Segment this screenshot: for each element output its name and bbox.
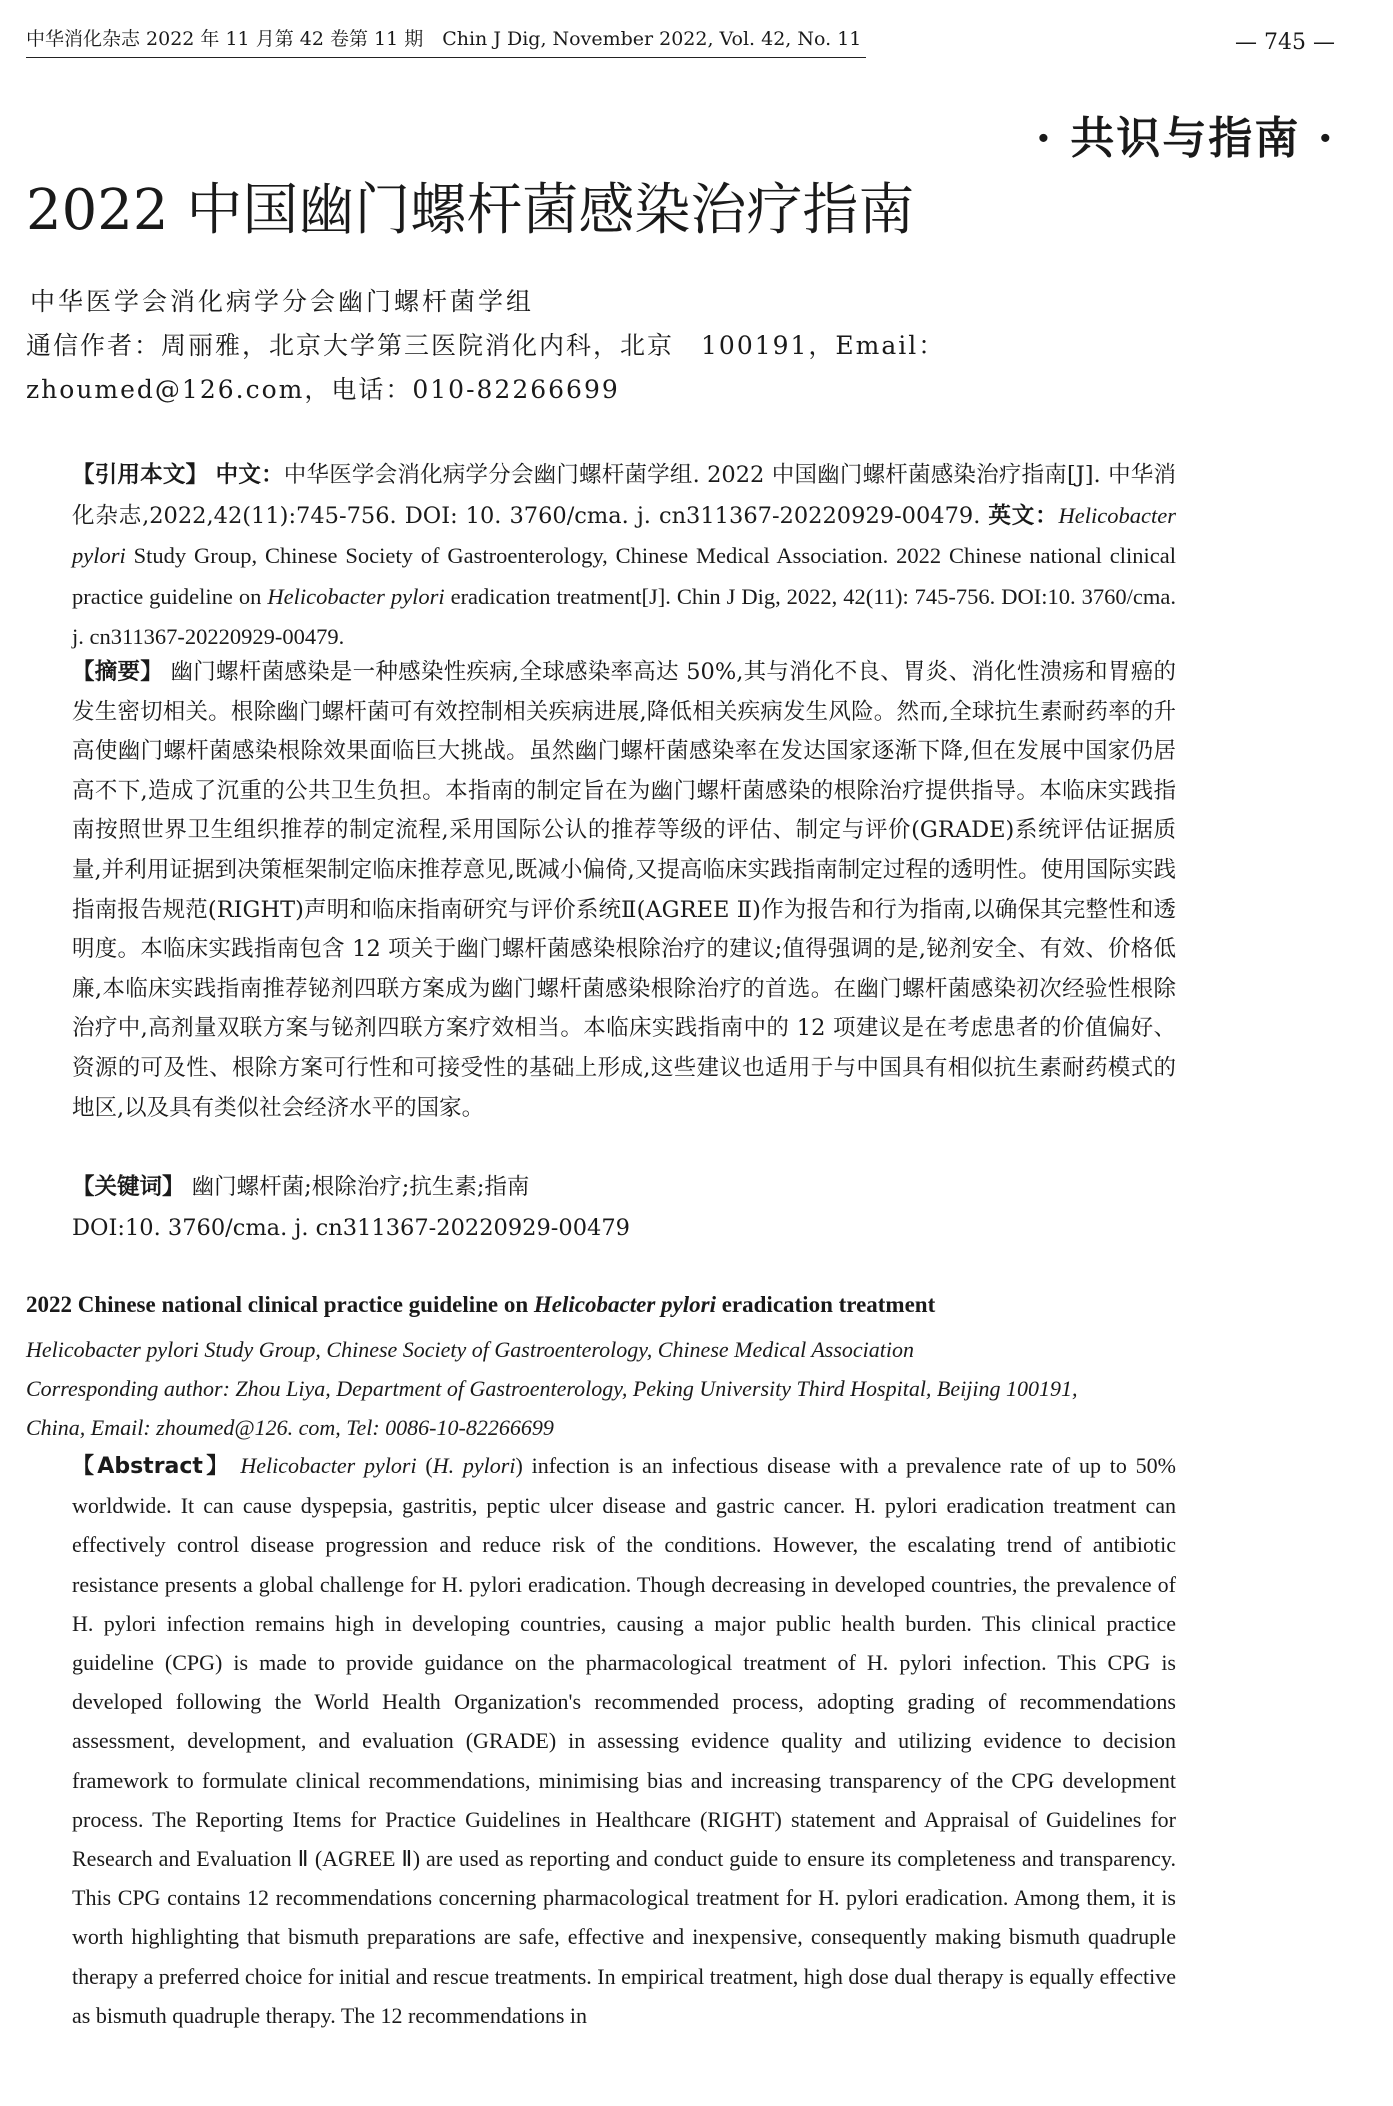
keywords-paragraph <box>26 1168 1176 1208</box>
citation-zh-label: 中文： <box>215 462 284 488</box>
english-abstract-italic-1: Helicobacter pylori <box>240 1453 417 1478</box>
citation-en-text-1: Study Group, Chinese Society of Gastroenterology, Chinese Medical Association. 2022 Chinese national clinical practice guideline on <box>72 543 1176 609</box>
english-abstract-italic-2: H. pylori <box>432 1453 516 1478</box>
english-abstract-paren: ( <box>416 1453 433 1478</box>
english-abstract-paragraph <box>26 1446 1176 2035</box>
abstract-zh-text: 幽门螺杆菌感染是一种感染性疾病,全球感染率高达 50%,其与消化不良、胃炎、消化性溃疡和胃癌的发生密切相关。根除幽门螺杆菌可有效控制相关疾病进展,降低相关疾病发生风险。然而,全球抗生素耐药率的升高使幽门螺杆菌感染根除效果面临巨大挑战。虽然幽门螺杆菌感染率在发达国家逐渐下降,但在发展中国家仍居高不下,造成了沉重的公共卫生负担。本指南的制定旨在为幽门螺杆菌感染的根除治疗提供指导。本临床实践指南按照世界卫生组织推荐的制定流程,采用国际公认的推荐等级的评估、制定与评价(GRADE)系统评估证据质量,并利用证据到决策框架制定临床推荐意见,既减小偏倚,又提高临床实践指南制定过程的透明性。使用国际实践指南报告规范(RIGHT)声明和临床指南研究与评价系统Ⅱ(AGREE Ⅱ)作为报告和行为指南,以确保其完整性和透明度。本临床实践指南包含 12 项关于幽门螺杆菌感染根除治疗的建议;值得强调的是,铋剂安全、有效、价格低廉,本临床实践指南推荐铋剂四联方案成为幽门螺杆菌感染根除治疗的首选。在幽门螺杆菌感染初次经验性根除治疗中,高剂量双联方案与铋剂四联方案疗效相当。本临床实践指南中的 12 项建议是在考虑患者的价值偏好、资源的可及性、根除方案可行性和可接受性的基础上形成,这些建议也适用于与中国具有相似抗生素耐药模式的地区,以及具有类似社会经济水平的国家。 <box>72 659 1176 1121</box>
citation-en-italic: Helicobacter pylori <box>72 502 1176 569</box>
article-title: 2022 中国幽门螺杆菌感染治疗指南 <box>26 178 915 243</box>
citation-en-text-2: eradication treatment[J]. Chin J Dig, 2022, 42(11): 745-756. DOI:10. 3760/cma. j. cn311367-20220929-00479. <box>72 583 1176 650</box>
page-number: — 745 — <box>1235 30 1335 55</box>
english-title-part1: 2022 Chinese national clinical practice guideline on <box>26 1292 534 1317</box>
english-abstract-label: 【Abstract】 <box>72 1454 232 1479</box>
citation-en-italic-2: Helicobacter pylori <box>267 583 445 609</box>
correspondence: 通信作者：周丽雅，北京大学第三医院消化内科，北京 100191，Email：zhoumed@126.com，电话：010-82266699 <box>26 331 946 404</box>
keywords-text: 幽门螺杆菌;根除治疗;抗生素;指南 <box>191 1174 530 1200</box>
column-tag: · 共识与指南 · <box>1035 113 1335 164</box>
citation-zh-text: 中华医学会消化病学分会幽门螺杆菌学组. 2022 中国幽门螺杆菌感染治疗指南[J]. 中华消化杂志,2022,42(11):745-756. DOI: 10. 3760/cma. j. cn311367-20220929-00479. <box>72 462 1176 529</box>
citation-label: 【引用本文】 <box>72 462 209 488</box>
doi-line: DOI:10. 3760/cma. j. cn311367-20220929-00479 <box>72 1215 630 1241</box>
author-group: 中华医学会消化病学分会幽门螺杆菌学组 <box>30 287 535 316</box>
english-corresponding: Corresponding author: Zhou Liya, Department of Gastroenterology, Peking University Third Hospital, Beijing 100191, China, Email: zhoumed@126. com, Tel: 0086-10-82266699 <box>26 1376 1078 1440</box>
abstract-zh-label: 【摘要】 <box>72 659 164 685</box>
english-title <box>26 1292 1130 1318</box>
english-title-italic: Helicobacter pylori <box>533 1292 716 1317</box>
english-group: Helicobacter pylori Study Group, Chinese Society of Gastroenterology, Chinese Medical Association <box>26 1337 914 1362</box>
english-title-part2: eradication treatment <box>715 1292 936 1317</box>
running-header: 中华消化杂志 2022 年 11 月第 42 卷第 11 期 Chin J Dig, November 2022, Vol. 42, No. 11 <box>26 24 866 58</box>
keywords-label: 【关键词】 <box>72 1174 185 1200</box>
abstract-zh-paragraph <box>26 653 1176 1128</box>
citation-paragraph <box>26 456 1176 658</box>
citation-en-label: 英文： <box>988 502 1059 529</box>
english-abstract-text: ) infection is an infectious disease with a prevalence rate of up to 50% worldwide. It can cause dyspepsia, gastritis, peptic ulcer disease and gastric cancer. H. pylori eradication treatment can effectively control disease progression and reduce risk of the conditions. However, the escalating trend of antibiotic resistance presents a global challenge for H. pylori eradication. Though decreasing in developed countries, the prevalence of H. pylori infection remains high in developing countries, causing a major public health burden. This clinical practice guideline (CPG) is made to provide guidance on the pharmacological treatment of H. pylori infection. This CPG is developed following the World Health Organization's recommended process, adopting grading of recommendations assessment, development, and evaluation (GRADE) in assessing evidence quality and utilizing evidence to decision framework to formulate clinical recommendations, minimising bias and increasing transparency of the CPG development process. The Reporting Items for Practice Guidelines in Healthcare (RIGHT) statement and Appraisal of Guidelines for Research and Evaluation Ⅱ (AGREE Ⅱ) are used as reporting and conduct guide to ensure its completeness and transparency. This CPG contains 12 recommendations concerning pharmacological treatment for H. pylori eradication. Among them, it is worth highlighting that bismuth preparations are safe, effective and inexpensive, consequently making bismuth quadruple therapy a preferred choice for initial and rescue treatments. In empirical treatment, high dose dual therapy is equally effective as bismuth quadruple therapy. The 12 recommendations in <box>72 1453 1177 2028</box>
